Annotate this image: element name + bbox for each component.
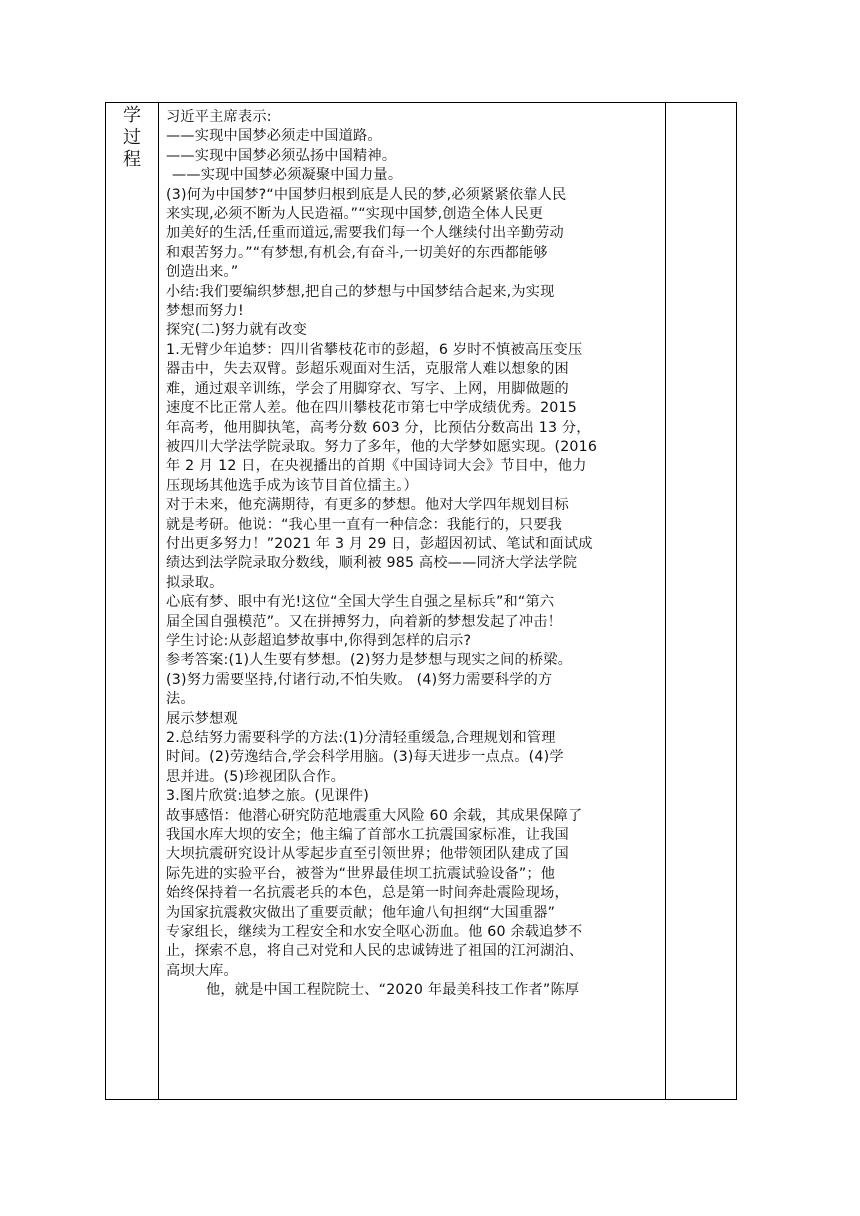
text-line: 届全国自强模范”。又在拼搏努力，向着新的梦想发起了冲击！ — [166, 613, 563, 630]
text-line: ——实现中国梦必须凝聚中国力量。 — [172, 167, 403, 184]
text-line: (3)努力需要坚持,付诸行动,不怕失败。 (4)努力需要科学的方 — [166, 671, 553, 688]
content-cell — [159, 103, 666, 1100]
table-row — [106, 103, 737, 1100]
text-line: 我国水库大坝的安全；他主编了首部水工抗震国家标准，让我国 — [166, 827, 569, 844]
text-line: 被四川大学法学院录取。努力了多年，他的大学梦如愿实现。(2016 — [166, 438, 598, 455]
text-line: 止，探索不息，将自己对党和人民的忠诚铸进了祖国的江河湖泊、 — [166, 943, 584, 960]
text-line: 就是考研。他说：“我心里一直有一种信念：我能行的，只要我 — [166, 516, 563, 533]
text-line: 心底有梦、眼中有光!这位“全国大学生自强之星标兵”和“第六 — [166, 594, 555, 611]
text-line: 习近平主席表示: — [166, 109, 272, 125]
text-line: 和艰苦努力。”“有梦想,有机会,有奋斗,一切美好的东西都能够 — [166, 244, 548, 261]
text-line: 付出更多努力！”2021 年 3 月 29 日，彭超因初试、笔试和面试成 — [166, 535, 593, 552]
section-heading: 探究(二)努力就有改变 — [166, 322, 307, 339]
text-line: 参考答案:(1)人生要有梦想。(2)努力是梦想与现实之间的桥梁。 — [166, 652, 573, 669]
text-line: 大坝抗震研究设计从零起步直至引领世界；他带领团队建成了国 — [166, 846, 569, 863]
text-line: 思并进。(5)珍视团队合作。 — [166, 768, 345, 785]
text-line: 专家组长，继续为工程安全和水安全呕心沥血。他 60 余载追梦不 — [166, 924, 583, 941]
row-label-char: 过 — [123, 127, 141, 148]
text-line: 梦想而努力! — [166, 303, 244, 320]
lesson-content — [159, 103, 665, 1001]
lesson-plan-table — [105, 102, 737, 1100]
section-heading: 展示梦想观 — [166, 710, 238, 727]
text-line: ——实现中国梦必须走中国道路。 — [166, 128, 382, 145]
text-line: 1.无臂少年追梦：四川省攀枝花市的彭超，6 岁时不慎被高压变压 — [166, 341, 583, 358]
text-line: 学生讨论:从彭超追梦故事中,你得到怎样的启示? — [166, 632, 472, 649]
text-line: (3)何为中国梦?“中国梦归根到底是人民的梦,必须紧紧依靠人民 — [166, 186, 567, 203]
text-line: 加美好的生活,任重而道远,需要我们每一个人继续付出辛勤劳动 — [166, 225, 564, 242]
text-line: 绩达到法学院录取分数线，顺利被 985 高校——同济大学法学院 — [166, 555, 578, 572]
text-line: 年 2 月 12 日，在央视播出的首期《中国诗词大会》节目中，他力 — [166, 458, 587, 475]
text-line: 法。 — [166, 691, 195, 708]
text-line: 故事感悟：他潜心研究防范地震重大风险 60 余载，其成果保障了 — [166, 807, 583, 824]
text-line: ——实现中国梦必须弘扬中国精神。 — [166, 147, 397, 164]
text-line: 难，通过艰辛训练，学会了用脚穿衣、写字、上网，用脚做题的 — [166, 380, 569, 397]
text-line: 来实现,必须不断为人民造福。”“实现中国梦,创造全体人民更 — [166, 206, 544, 223]
text-line: 创造出来。” — [166, 264, 239, 281]
text-line: 对于未来，他充满期待，有更多的梦想。他对大学四年规划目标 — [166, 497, 569, 514]
row-label — [106, 103, 158, 171]
text-line: 始终保持着一名抗震老兵的本色，总是第一时间奔赴震险现场， — [166, 885, 569, 902]
text-line: 他，就是中国工程院院士、“2020 年最美科技工作者”陈厚 — [206, 982, 580, 999]
text-line: 拟录取。 — [166, 574, 224, 591]
text-line: 年高考，他用脚执笔，高考分数 603 分，比预估分数高出 13 分， — [166, 419, 591, 436]
text-line: 器击中，失去双臂。彭超乐观面对生活，克服常人难以想象的困 — [166, 361, 569, 378]
text-line: 时间。(2)劳逸结合,学会科学用脑。(3)每天进步一点点。(4)学 — [166, 749, 564, 766]
text-line: 速度不比正常人差。他在四川攀枝花市第七中学成绩优秀。2015 — [166, 400, 577, 417]
text-line: 2.总结努力需要科学的方法:(1)分清轻重缓急,合理规划和管理 — [166, 730, 556, 746]
row-label-char: 程 — [123, 149, 141, 170]
text-line: 际先进的实验平台，被誉为“世界最佳坝工抗震试验设备”；他 — [166, 865, 556, 882]
text-line: 为国家抗震救灾做出了重要贡献；他年逾八旬担纲“大国重器” — [166, 904, 556, 921]
row-label-cell — [106, 103, 159, 1100]
text-line: 3.图片欣赏:追梦之旅。(见课件) — [166, 788, 370, 805]
text-line: 高坝大库。 — [166, 962, 238, 979]
text-line: 压现场其他选手成为该节目首位擂主。） — [166, 477, 418, 494]
notes-cell — [666, 103, 737, 1100]
text-line: 小结:我们要编织梦想,把自己的梦想与中国梦结合起来,为实现 — [166, 283, 555, 300]
row-label-char: 学 — [123, 105, 141, 126]
